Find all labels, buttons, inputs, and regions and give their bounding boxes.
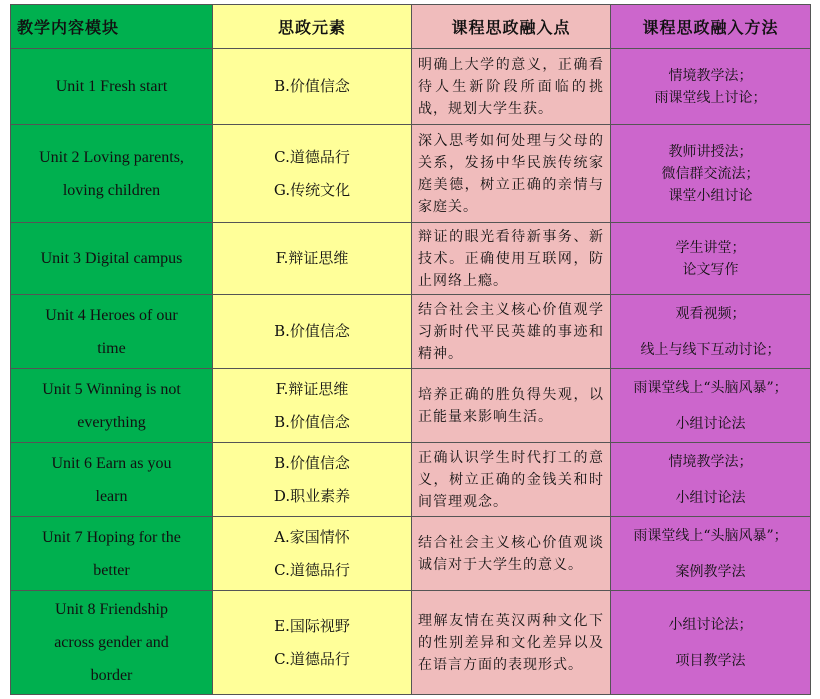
table-row <box>11 295 811 369</box>
method-cell <box>611 223 811 295</box>
unit-name: Unit 4 Heroes of our <box>45 306 178 324</box>
method-cell <box>611 125 811 223</box>
unit-name: loving children <box>62 181 161 199</box>
unit-cell <box>11 49 213 125</box>
unit-name: Unit 8 Friendship <box>55 601 168 618</box>
header-point: 课程思政融入点 <box>412 5 611 49</box>
method-cell <box>611 369 811 443</box>
point-text: 明确上大学的意义，正确看待人生新阶段所面临的挑战，规划大学生获。 <box>418 56 604 117</box>
element-cell <box>213 295 412 369</box>
unit-name: Unit 7 Hoping for the <box>42 528 181 546</box>
method-label: 小组讨论法； <box>668 616 753 633</box>
unit-name: learn <box>95 487 128 505</box>
element-cell <box>213 223 412 295</box>
element-label: B.价值信念 <box>274 453 350 472</box>
method-spacer <box>617 547 804 561</box>
element-cell <box>213 517 412 591</box>
point-cell <box>412 223 611 295</box>
header-module: 教学内容模块 <box>11 5 213 49</box>
method-label: 小组讨论法 <box>675 489 746 506</box>
element-cell <box>213 369 412 443</box>
point-text: 理解友情在英汉两种文化下的性别差异和文化差异以及在语言方面的表现形式。 <box>418 612 604 673</box>
method-spacer <box>617 473 804 487</box>
element-cell <box>213 125 412 223</box>
point-cell <box>412 591 611 695</box>
unit-name: Unit 5 Winning is not <box>42 380 181 398</box>
point-text: 结合社会主义核心价值观学习新时代平民英雄的事迹和精神。 <box>418 301 604 362</box>
unit-name: Unit 3 Digital campus <box>40 250 183 267</box>
element-label: C.道德品行 <box>274 147 350 166</box>
header-element: 思政元素 <box>213 5 412 49</box>
unit-name: everything <box>77 413 146 431</box>
unit-cell <box>11 295 213 369</box>
method-cell <box>611 295 811 369</box>
unit-name: Unit 6 Earn as you <box>51 454 172 472</box>
unit-name: better <box>93 561 130 579</box>
method-label: 雨课堂线上“头脑风暴”； <box>633 527 788 544</box>
element-cell <box>213 49 412 125</box>
point-text: 深入思考如何处理与父母的关系，发扬中华民族传统家庭美德，树立正确的亲情与家庭关。 <box>418 132 604 215</box>
unit-cell <box>11 443 213 517</box>
method-label: 观看视频； <box>675 305 746 322</box>
method-label: 微信群交流法； <box>661 165 760 182</box>
method-cell <box>611 517 811 591</box>
element-label: B.价值信念 <box>274 412 350 431</box>
point-text: 结合社会主义核心价值观谈诚信对于大学生的意义。 <box>418 534 604 573</box>
element-label: C.道德品行 <box>274 560 350 579</box>
method-label: 情境教学法； <box>668 453 753 470</box>
unit-cell <box>11 517 213 591</box>
element-label: B.价值信念 <box>274 77 350 95</box>
method-label: 项目教学法 <box>675 652 746 669</box>
table-body <box>11 49 811 695</box>
unit-cell <box>11 125 213 223</box>
table-row <box>11 223 811 295</box>
unit-cell <box>11 369 213 443</box>
point-cell <box>412 517 611 591</box>
element-cell <box>213 443 412 517</box>
element-label: F.辩证思维 <box>275 249 349 267</box>
method-cell <box>611 591 811 695</box>
method-label: 雨课堂线上“头脑风暴”； <box>633 379 788 396</box>
table-row <box>11 591 811 695</box>
table-row <box>11 369 811 443</box>
unit-name: border <box>90 667 133 684</box>
unit-name: Unit 2 Loving parents, <box>39 148 184 166</box>
curriculum-table <box>10 4 811 695</box>
method-cell <box>611 443 811 517</box>
table-row <box>11 443 811 517</box>
method-label: 线上与线下互动讨论； <box>640 341 781 358</box>
point-text: 培养正确的胜负得失观，以正能量来影响生活。 <box>418 386 604 425</box>
element-label: C.道德品行 <box>274 649 350 668</box>
point-text: 辩证的眼光看待新事务、新技术。正确使用互联网，防止网络上瘾。 <box>418 228 604 289</box>
element-label: A.家国情怀 <box>274 527 350 546</box>
element-label: G.传统文化 <box>273 180 351 199</box>
header-row <box>11 5 811 49</box>
unit-cell <box>11 591 213 695</box>
point-cell <box>412 369 611 443</box>
point-cell <box>412 125 611 223</box>
point-cell <box>412 443 611 517</box>
table-row <box>11 125 811 223</box>
method-label: 小组讨论法 <box>675 415 746 432</box>
element-label: E.国际视野 <box>274 616 350 635</box>
element-label: F.辩证思维 <box>275 379 349 398</box>
method-label: 情境教学法； <box>668 67 753 84</box>
method-label: 教师讲授法； <box>668 143 753 160</box>
unit-cell <box>11 223 213 295</box>
unit-name: Unit 1 Fresh start <box>55 78 168 95</box>
table-row <box>11 517 811 591</box>
unit-name: time <box>97 339 126 357</box>
header-method: 课程思政融入方法 <box>611 5 811 49</box>
table-row <box>11 49 811 125</box>
point-cell <box>412 49 611 125</box>
method-label: 课堂小组讨论 <box>668 187 753 204</box>
method-spacer <box>617 399 804 413</box>
point-cell <box>412 295 611 369</box>
point-text: 正确认识学生时代打工的意义，树立正确的金钱关和时间管理观念。 <box>418 449 604 510</box>
method-label: 学生讲堂； <box>675 239 746 256</box>
method-label: 案例教学法 <box>675 563 746 580</box>
element-cell <box>213 591 412 695</box>
element-label: D.职业素养 <box>273 486 351 505</box>
method-spacer <box>617 636 804 650</box>
unit-name: across gender and <box>54 634 169 651</box>
element-label: B.价值信念 <box>274 322 350 340</box>
method-cell <box>611 49 811 125</box>
method-label: 雨课堂线上讨论； <box>654 89 767 106</box>
method-spacer <box>617 325 804 339</box>
method-label: 论文写作 <box>682 261 739 278</box>
